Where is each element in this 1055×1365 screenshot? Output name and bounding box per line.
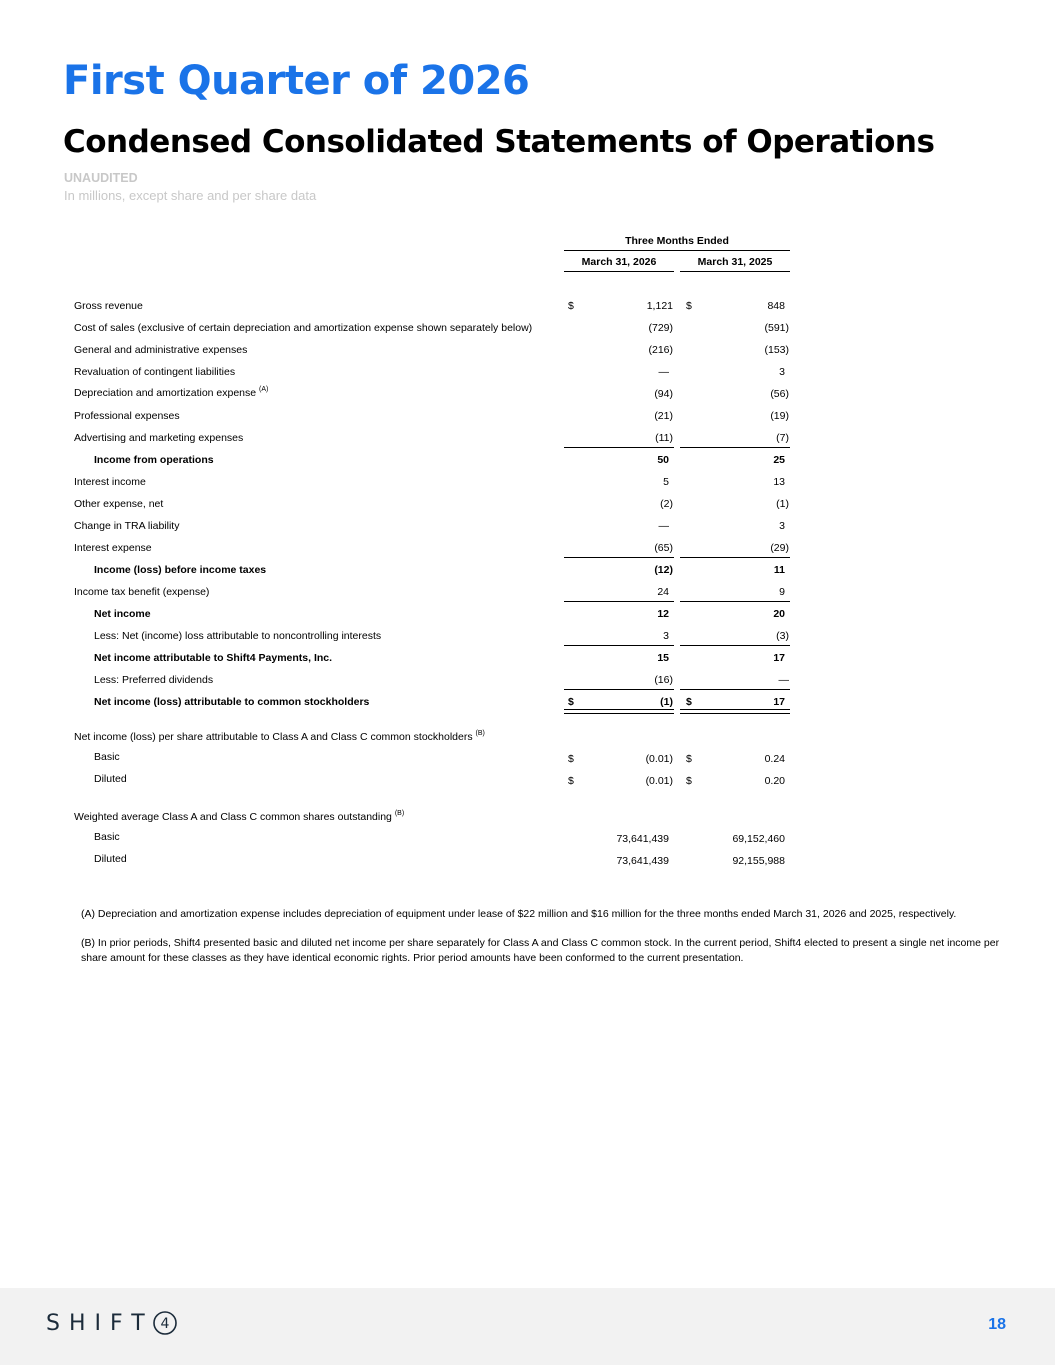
value-2026: (0.01): [645, 775, 673, 787]
row-label: Income tax benefit (expense): [74, 586, 210, 598]
dollar-sign: $: [686, 775, 692, 787]
row-label: Professional expenses: [74, 410, 180, 422]
table-row: [0, 586, 1055, 608]
value-2025: 20: [773, 608, 785, 620]
value-2026: 50: [657, 454, 669, 466]
value-2026: 1,121: [646, 300, 673, 312]
value-2026: (1): [660, 696, 673, 708]
row-label: Basic: [94, 751, 120, 763]
page-title: First Quarter of 2026: [63, 58, 530, 104]
value-2025: (1): [776, 498, 789, 510]
dollar-sign: $: [568, 775, 574, 787]
subtotal-line: [680, 557, 790, 558]
value-2025: 11: [773, 564, 785, 576]
value-2025: 69,152,460: [732, 833, 785, 845]
row-label: [74, 810, 404, 823]
row-label: Income (loss) before income taxes: [94, 564, 267, 576]
value-2025: 0.24: [764, 753, 785, 765]
value-2025: 92,155,988: [732, 855, 785, 867]
dollar-sign: $: [686, 300, 692, 312]
row-label: Less: Net (income) loss attributable to noncontrolling interests: [94, 630, 382, 642]
row-label: Gross revenue: [74, 300, 143, 312]
value-2025: (19): [770, 410, 789, 422]
row-label: Net income attributable to Shift4 Payments, Inc.: [94, 652, 333, 664]
shares-heading-row: [0, 810, 1055, 832]
header-divider: [564, 250, 790, 251]
period-header: Three Months Ended: [625, 235, 729, 247]
subtotal-line: [680, 645, 790, 646]
row-label: Net income (loss) attributable to common stockholders: [94, 696, 370, 708]
table-row: [0, 432, 1055, 454]
value-2026: —: [658, 366, 669, 378]
value-2026: (729): [648, 322, 673, 334]
value-2026: (11): [655, 432, 673, 444]
col1-header: March 31, 2026: [581, 256, 657, 268]
table-row: [0, 498, 1055, 520]
table-row: [0, 751, 1055, 773]
table-row: [0, 454, 1055, 476]
value-2025: (3): [776, 630, 789, 642]
dollar-sign: $: [568, 696, 574, 708]
footnote-ref: (B): [475, 730, 485, 737]
subtotal-line: [680, 601, 790, 602]
value-2025: 3: [779, 366, 785, 378]
subtotal-line: [564, 601, 674, 602]
page-number: 18: [988, 1316, 1006, 1333]
value-2026: 24: [657, 586, 669, 598]
col2-header-underline: [680, 271, 790, 272]
row-label: Basic: [94, 831, 120, 843]
value-2026: 3: [663, 630, 669, 642]
value-2026: (94): [654, 388, 673, 400]
subtotal-line: [680, 689, 790, 690]
units-note: In millions, except share and per share data: [64, 188, 317, 203]
eps-heading-row: [0, 730, 1055, 752]
row-label: General and administrative expenses: [74, 344, 248, 356]
value-2026: (216): [648, 344, 673, 356]
table-row: [0, 831, 1055, 853]
table-row: [0, 630, 1055, 652]
subtotal-line: [564, 645, 674, 646]
total-double-line: [564, 709, 674, 714]
logo-wordmark: SHIFT: [46, 1310, 154, 1336]
value-2026: 15: [657, 652, 669, 664]
unaudited-label: UNAUDITED: [64, 171, 138, 185]
row-label: [74, 386, 268, 399]
eps-heading: Net income (loss) per share attributable to Class A and Class C common stockholders: [74, 731, 473, 743]
table-row: [0, 652, 1055, 674]
table-row: [0, 773, 1055, 795]
table-row: [0, 853, 1055, 875]
value-2026: 12: [657, 608, 669, 620]
shares-heading: Weighted average Class A and Class C common shares outstanding: [74, 811, 392, 823]
value-2025: (29): [770, 542, 789, 554]
row-label: Interest income: [74, 476, 146, 488]
value-2026: (2): [660, 498, 673, 510]
footnote-a: (A) Depreciation and amortization expense includes depreciation of equipment under lease of $22 million and $16 million for the three months ended March 31, 2026 and 2025, respectively.: [81, 908, 957, 920]
dollar-sign: $: [568, 753, 574, 765]
value-2026: (21): [654, 410, 673, 422]
value-2025: 25: [773, 454, 785, 466]
row-label: Diluted: [94, 773, 127, 785]
value-2026: 5: [663, 476, 669, 488]
value-2026: 73,641,439: [616, 833, 669, 845]
value-2025: (56): [770, 388, 789, 400]
value-2025: 848: [767, 300, 785, 312]
shift4-logo: [46, 1310, 178, 1336]
footnote-ref: (A): [259, 386, 269, 393]
value-2025: 13: [773, 476, 785, 488]
value-2025: 9: [779, 586, 785, 598]
table-row: [0, 344, 1055, 366]
value-2025: 17: [773, 652, 785, 664]
table-row: [0, 542, 1055, 564]
value-2026: —: [658, 520, 669, 532]
value-2025: (153): [764, 344, 789, 356]
value-2025: —: [778, 674, 789, 686]
row-label: Less: Preferred dividends: [94, 674, 214, 686]
table-row: [0, 386, 1055, 408]
row-label: Diluted: [94, 853, 127, 865]
table-row: [0, 366, 1055, 388]
row-label: Net income: [94, 608, 151, 620]
row-label: Change in TRA liability: [74, 520, 180, 532]
footnote-ref: (B): [394, 810, 405, 817]
subtotal-line: [564, 689, 674, 690]
page-subtitle: Condensed Consolidated Statements of Operations: [63, 124, 935, 160]
value-2025: (7): [776, 432, 789, 444]
value-2026: (0.01): [645, 753, 673, 765]
col2-header: March 31, 2025: [697, 256, 773, 268]
row-label: Income from operations: [94, 454, 214, 466]
subtotal-line: [680, 447, 790, 448]
value-2025: 3: [779, 520, 785, 532]
value-2026: (65): [654, 542, 673, 554]
value-2025: (591): [764, 322, 789, 334]
subtotal-line: [564, 447, 674, 448]
row-label: Advertising and marketing expenses: [74, 432, 244, 444]
table-row: [0, 322, 1055, 344]
logo-circle-icon: [152, 1310, 178, 1336]
row-label: Other expense, net: [74, 498, 164, 510]
table-row: [0, 410, 1055, 432]
value-2025: 17: [773, 696, 785, 708]
table-row: [0, 696, 1055, 718]
table-row: [0, 608, 1055, 630]
table-row: [0, 476, 1055, 498]
table-row: [0, 674, 1055, 696]
row-label: Cost of sales (exclusive of certain depreciation and amortization expense shown separately below): [74, 322, 533, 334]
dollar-sign: $: [686, 753, 692, 765]
value-2026: (16): [654, 674, 673, 686]
subtotal-line: [564, 557, 674, 558]
logo-number: 4: [160, 1316, 170, 1332]
row-label: Interest expense: [74, 542, 152, 554]
table-row: [0, 564, 1055, 586]
footnote-b: (B) In prior periods, Shift4 presented basic and diluted net income per share separately for Class A and Class C common stock. In the current period, Shift4 elected to present a single net income per share amount for these classes as they have identical economic rights. Prior period amounts have been conformed to the current presentation.: [81, 937, 1000, 964]
row-label: [74, 730, 485, 743]
col1-header-underline: [564, 271, 674, 272]
value-2025: 0.20: [764, 775, 785, 787]
row-label-text: Depreciation and amortization expense: [74, 387, 257, 399]
value-2026: 73,641,439: [616, 855, 669, 867]
table-row: [0, 300, 1055, 322]
row-label: Revaluation of contingent liabilities: [74, 366, 236, 378]
dollar-sign: $: [568, 300, 574, 312]
table-row: [0, 520, 1055, 542]
dollar-sign: $: [686, 696, 692, 708]
value-2026: (12): [654, 564, 673, 576]
total-double-line: [680, 709, 790, 714]
